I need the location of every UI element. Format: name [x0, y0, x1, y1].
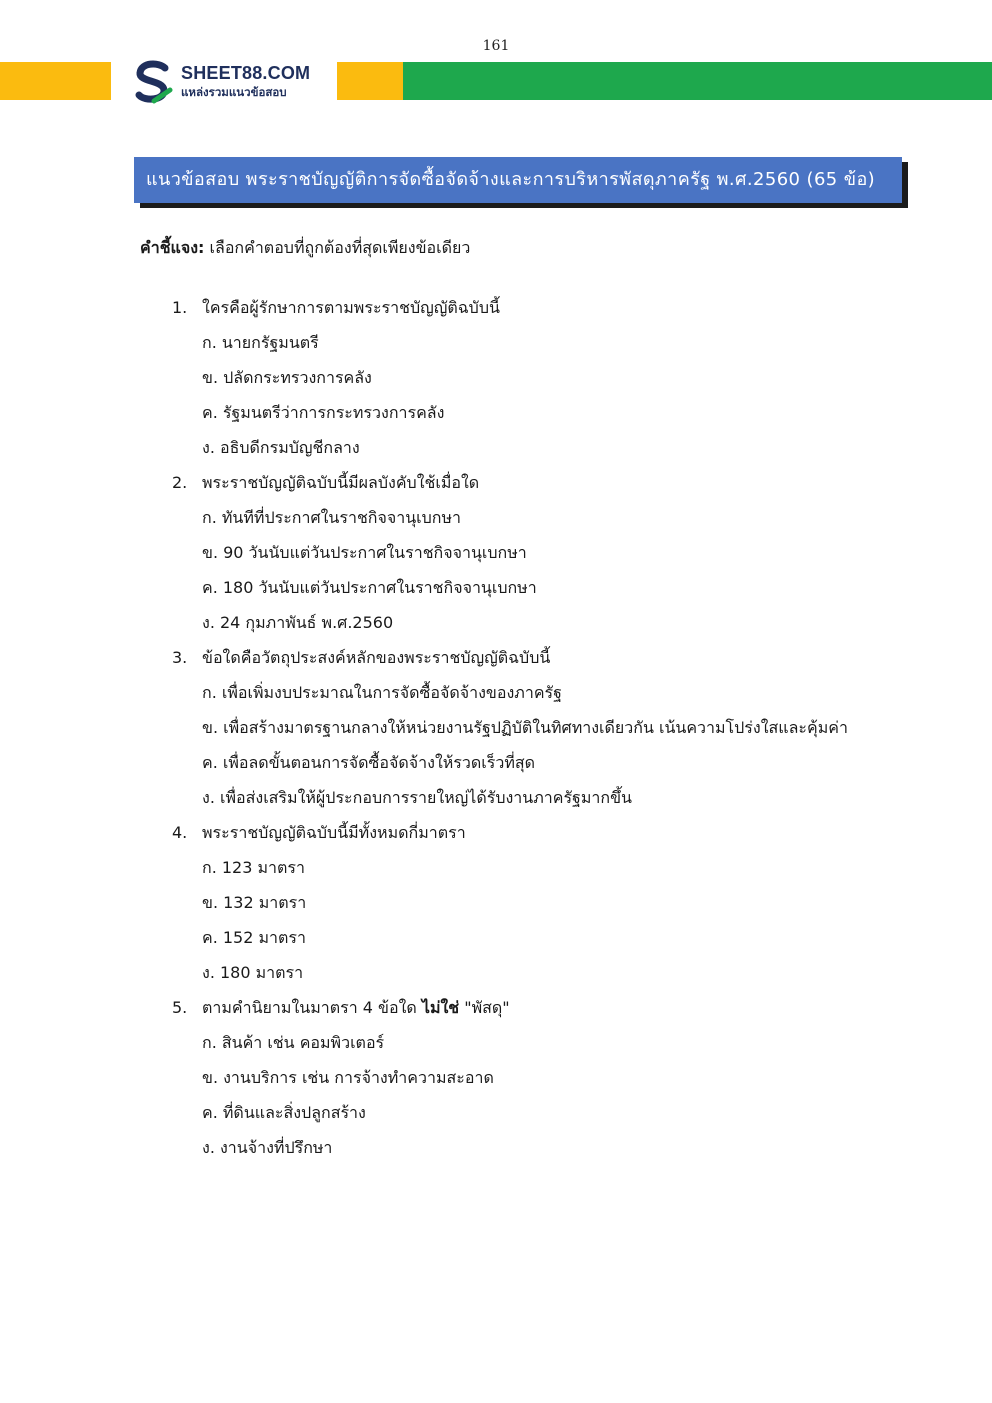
document-title: แนวข้อสอบ พระราชบัญญัติการจัดซื้อจัดจ้างและการบริหารพัสดุภาครัฐ พ.ศ.2560 (65 ข้อ) [134, 157, 902, 203]
question-stem: ใครคือผู้รักษาการตามพระราชบัญญัติฉบับนี้ [202, 298, 500, 317]
question-1 [172, 290, 892, 465]
choice-d: ง. งานจ้างที่ปรึกษา [202, 1138, 333, 1157]
choice-d: ง. เพื่อส่งเสริมให้ผู้ประกอบการรายใหญ่ได้รับงานภาครัฐมากขึ้น [202, 788, 632, 807]
question-number: 2. [172, 473, 188, 492]
logo-s-icon [133, 60, 173, 104]
question-text [172, 990, 892, 1025]
question-number: 3. [172, 648, 188, 667]
question-3 [172, 640, 892, 815]
choice-a: ก. นายกรัฐมนตรี [202, 333, 319, 352]
question-emphasis: ไม่ใช่ [421, 998, 460, 1017]
instructions [140, 236, 470, 260]
choice-b: ข. 90 วันนับแต่วันประกาศในราชกิจจานุเบกษา [202, 543, 527, 562]
choice-b: ข. งานบริการ เช่น การจ้างทำความสะอาด [202, 1068, 494, 1087]
question-stem: ข้อใดคือวัตถุประสงค์หลักของพระราชบัญญัติฉบับนี้ [202, 648, 551, 667]
choice-c: ค. รัฐมนตรีว่าการกระทรวงการคลัง [202, 403, 445, 422]
question-list [172, 290, 892, 1165]
question-stem-end: "พัสดุ" [459, 998, 510, 1017]
choice-d: ง. อธิบดีกรมบัญชีกลาง [202, 438, 360, 457]
header-band-green [403, 62, 992, 100]
question-text [172, 465, 892, 500]
choice-c: ค. ที่ดินและสิ่งปลูกสร้าง [202, 1103, 366, 1122]
page-number: 161 [482, 38, 510, 54]
choice-c: ค. เพื่อลดขั้นตอนการจัดซื้อจัดจ้างให้รวดเร็วที่สุด [202, 753, 536, 772]
choice-a: ก. ทันทีที่ประกาศในราชกิจจานุเบกษา [202, 508, 461, 527]
question-5 [172, 990, 892, 1165]
question-number: 5. [172, 998, 188, 1017]
choice-a: ก. สินค้า เช่น คอมพิวเตอร์ [202, 1033, 385, 1052]
instructions-label: คำชี้แจง: [140, 238, 205, 257]
question-4 [172, 815, 892, 990]
question-number: 1. [172, 298, 188, 317]
header-band-yellow-left [0, 62, 111, 100]
choice-a: ก. เพื่อเพิ่มงบประมาณในการจัดซื้อจัดจ้างของภาครัฐ [202, 683, 562, 702]
question-text [172, 640, 892, 675]
choice-b: ข. เพื่อสร้างมาตรฐานกลางให้หน่วยงานรัฐปฏิบัติในทิศทางเดียวกัน เน้นความโปร่งใสและคุ้มค่า [202, 718, 848, 737]
instructions-text: เลือกคำตอบที่ถูกต้องที่สุดเพียงข้อเดียว [204, 238, 471, 257]
question-stem: ตามคำนิยามในมาตรา 4 ข้อใด [202, 998, 422, 1017]
choice-d: ง. 24 กุมภาพันธ์ พ.ศ.2560 [202, 613, 394, 632]
question-2 [172, 465, 892, 640]
site-logo [133, 60, 333, 104]
question-stem: พระราชบัญญัติฉบับนี้มีทั้งหมดกี่มาตรา [202, 823, 466, 842]
choice-a: ก. 123 มาตรา [202, 858, 305, 877]
question-text [172, 290, 892, 325]
choice-b: ข. ปลัดกระทรวงการคลัง [202, 368, 372, 387]
choice-c: ค. 152 มาตรา [202, 928, 306, 947]
question-number: 4. [172, 823, 188, 842]
header-band-yellow-mid [337, 62, 403, 100]
logo-subtitle: แหล่งรวมแนวข้อสอบ [181, 85, 287, 99]
choice-d: ง. 180 มาตรา [202, 963, 304, 982]
choice-c: ค. 180 วันนับแต่วันประกาศในราชกิจจานุเบกษา [202, 578, 537, 597]
choice-b: ข. 132 มาตรา [202, 893, 307, 912]
question-stem: พระราชบัญญัติฉบับนี้มีผลบังคับใช้เมื่อใด [202, 473, 480, 492]
question-text [172, 815, 892, 850]
logo-title: SHEET88.COM [181, 63, 311, 83]
